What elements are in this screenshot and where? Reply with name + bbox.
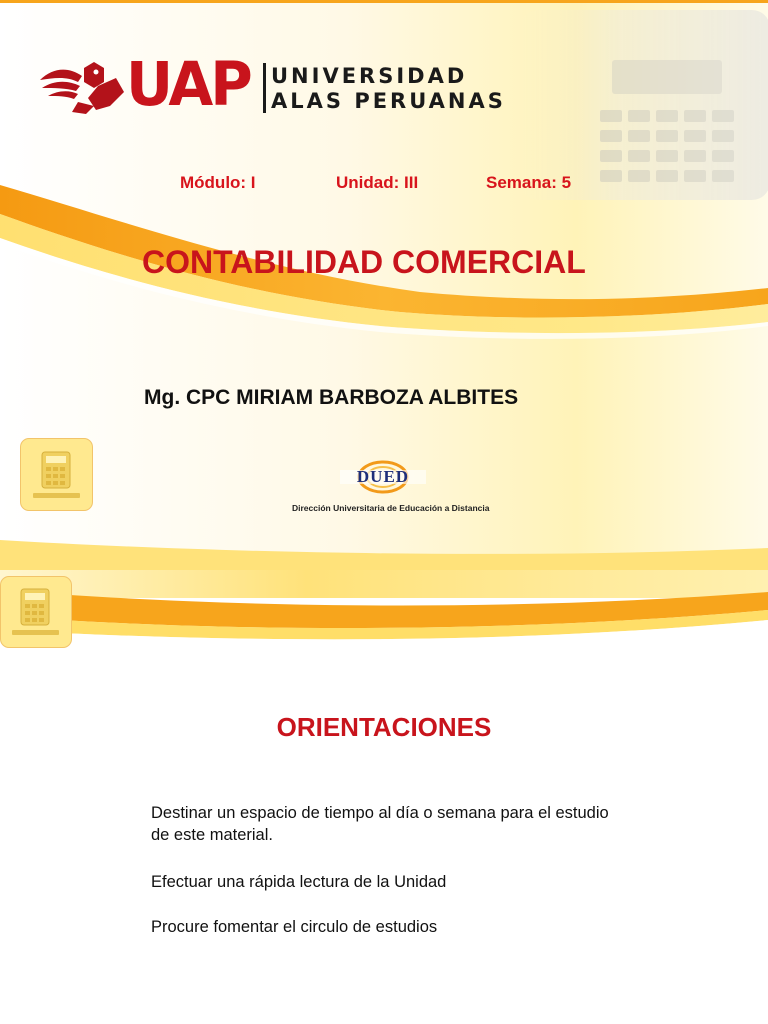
calculator-icon [1,577,71,647]
week-label: Semana: 5 [486,173,572,192]
university-name-line1: UNIVERSIDAD [271,64,468,88]
university-name-line2: ALAS PERUANAS [271,89,506,113]
slide2-header-swoosh [0,570,768,670]
dued-caption: Dirección Universitaria de Educación a Distancia [292,503,490,513]
dued-logo-text: DUED [356,467,410,486]
uap-acronym: UAP [126,48,250,120]
uap-condor-emblem-icon [38,58,126,116]
calculator-icon [21,439,92,510]
dued-logo [340,460,426,494]
logo-divider [263,63,266,113]
list-item: Efectuar una rápida lectura de la Unidad [151,873,447,891]
uap-logo [38,58,126,121]
orientaciones-slide [0,570,768,1024]
calculator-photo [520,10,768,200]
calculator-tile[interactable] [20,438,93,511]
author-name: Mg. CPC MIRIAM BARBOZA ALBITES [144,386,519,409]
course-title: CONTABILIDAD COMERCIAL [142,244,586,280]
unit-label: Unidad: III [336,173,419,192]
list-item: Procure fomentar el circulo de estudios [151,918,438,936]
orientaciones-heading: ORIENTACIONES [276,712,492,742]
module-label: Módulo: I [180,173,256,192]
list-item: Destinar un espacio de tiempo al día o semana para el estudio de este material. [151,804,609,844]
calculator-tile-2[interactable] [0,576,72,648]
